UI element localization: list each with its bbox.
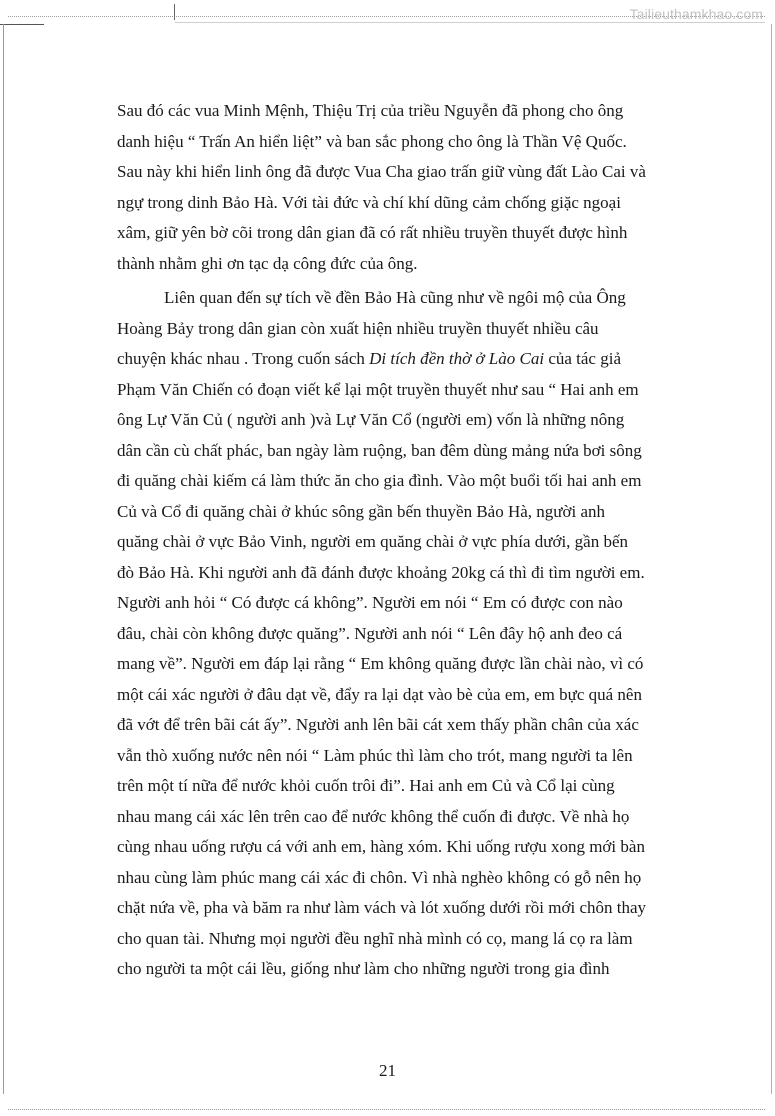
scan-top-border-secondary: [175, 22, 765, 23]
text-line: [117, 741, 701, 772]
text-line: [117, 127, 701, 158]
text-line: [117, 405, 701, 436]
text-line: [117, 188, 701, 219]
paragraph-2-line-1: Liên quan đến sự tích về đền Bảo Hà cũng như về ngôi mộ của Ông: [164, 288, 626, 307]
text-line: [117, 680, 701, 711]
text-line: [117, 218, 701, 249]
scan-bottom-border: [8, 1109, 765, 1110]
text-line: [117, 802, 701, 833]
text-line-content: đã vớt để trên bãi cát ấy”. Người anh lên bãi cát xem thấy phần chân của xác: [117, 715, 639, 734]
text-line: [117, 466, 701, 497]
paragraph-2-line-2: Hoàng Bảy trong dân gian còn xuất hiện nhiều truyền thuyết nhiều câu: [117, 318, 599, 338]
text-line: [117, 558, 701, 589]
text-line: [117, 710, 701, 741]
text-line: [117, 314, 701, 345]
scan-corner-rule: [0, 24, 44, 25]
text-line-content: nhau cùng làm phúc mang cái xác đi chôn. Vì nhà nghèo không có gỗ nên họ: [117, 867, 642, 887]
text-line: [117, 375, 701, 406]
text-line: [117, 893, 701, 924]
text-line: [117, 863, 701, 894]
text-line-content: đâu, chài còn không được quăng”. Người anh nói “ Lên đây hộ anh đeo cá: [117, 623, 623, 643]
text-line: [117, 588, 701, 619]
text-line-content: cùng nhau uống rượu cá với anh em, hàng xóm. Khi uống rượu xong mới bàn: [117, 837, 645, 856]
text-line-content: đò Bảo Hà. Khi người anh đã đánh được khoảng 20kg cá thì đi tìm người em.: [117, 562, 645, 582]
paragraph-2: [117, 283, 701, 985]
text-line-content: một cái xác người ở đâu dạt về, đẩy ra lại dạt vào bè của em, em bực quá nên: [117, 684, 642, 704]
text-line-content: cho quan tài. Nhưng mọi người đều nghĩ nhà mình có cọ, mang lá cọ ra làm: [117, 928, 633, 948]
text-line-content: ngự trong dinh Bảo Hà. Với tài đức và chí khí dũng cảm chống giặc ngoại: [117, 192, 621, 212]
text-line-content: trên một tí nữa để nước khỏi cuốn trôi đi”. Hai anh em Củ và Cổ lại cùng: [117, 776, 615, 795]
text-line: [117, 283, 701, 314]
text-line: [117, 157, 701, 188]
text-line: [117, 954, 701, 985]
text-line-content: ông Lự Văn Củ ( người anh )và Lự Văn Cổ (người em) vốn là những nông: [117, 410, 625, 429]
text-line-content: mang về”. Người em đáp lại rằng “ Em không quăng được lần chài nào, vì có: [117, 654, 644, 673]
watermark-text: Tailieuthamkhao.com: [629, 6, 763, 22]
text-line-content: dân cần cù chất phác, ban ngày làm ruộng, ban đêm dùng mảng nứa bơi sông: [117, 440, 642, 460]
text-line-content: đi quăng chài kiếm cá làm thức ăn cho gia đình. Vào một buổi tối hai anh em: [117, 471, 642, 490]
text-line-content: nhau mang cái xác lên trên cao để nước không thể cuốn đi được. Về nhà họ: [117, 806, 630, 826]
text-line: [117, 649, 701, 680]
text-line-content: xâm, giữ yên bờ cõi trong dân gian đã có rất nhiều truyền thuyết được hình: [117, 223, 628, 242]
text-line: [117, 96, 701, 127]
text-line: [117, 771, 701, 802]
text-line-content: Củ và Cổ đi quăng chài ở khúc sông gần bến thuyền Bảo Hà, người anh: [117, 501, 605, 521]
text-line-content: chặt nứa về, pha và băm ra như làm vách và lót xuống dưới rồi mới chôn thay: [117, 898, 647, 917]
book-title: Di tích đền thờ ở Lào Cai: [369, 349, 545, 368]
scan-header-tick: [174, 4, 175, 20]
text-line-content: quăng chài ở vực Bảo Vinh, người em quăng chài ở vực phía dưới, gần bến: [117, 532, 629, 551]
text-line: [117, 619, 701, 650]
text-line-content: thành nhằm ghi ơn tạc dạ công đức của ông.: [117, 253, 418, 273]
text-line: [117, 249, 701, 280]
page-number: 21: [379, 1061, 396, 1080]
text-line: [117, 527, 701, 558]
text-line-content: Sau đó các vua Minh Mệnh, Thiệu Trị của triều Nguyễn đã phong cho ông: [117, 101, 624, 120]
paragraph-1: [117, 96, 701, 279]
text-line-content: Sau này khi hiển linh ông đã được Vua Cha giao trấn giữ vùng đất Lào Cai và: [117, 162, 646, 181]
paragraph-2-line-3-end: của tác giả: [544, 349, 621, 368]
text-line-content: Phạm Văn Chiến có đoạn viết kể lại một truyền thuyết như sau “ Hai anh em: [117, 379, 639, 399]
text-line: [117, 924, 701, 955]
text-line: [117, 436, 701, 467]
text-line: [117, 497, 701, 528]
text-line-content: vẫn thò xuống nước nên nói “ Làm phúc thì làm cho trót, mang người ta lên: [117, 745, 633, 765]
scan-right-border: [771, 24, 772, 1094]
text-line-content: danh hiệu “ Trấn An hiển liệt” và ban sắc phong cho ông là Thần Vệ Quốc.: [117, 131, 627, 151]
scan-left-border: [3, 24, 4, 1094]
paragraph-2-line-3-start: chuyện khác nhau . Trong cuốn sách: [117, 349, 370, 368]
document-body: [117, 96, 701, 985]
text-line: [117, 832, 701, 863]
text-line-content: cho người ta một cái lều, giống như làm cho những người trong gia đình: [117, 959, 610, 978]
text-line-content: Người anh hỏi “ Có được cá không”. Người em nói “ Em có được con nào: [117, 593, 623, 612]
text-line-with-book-title: [117, 344, 701, 375]
